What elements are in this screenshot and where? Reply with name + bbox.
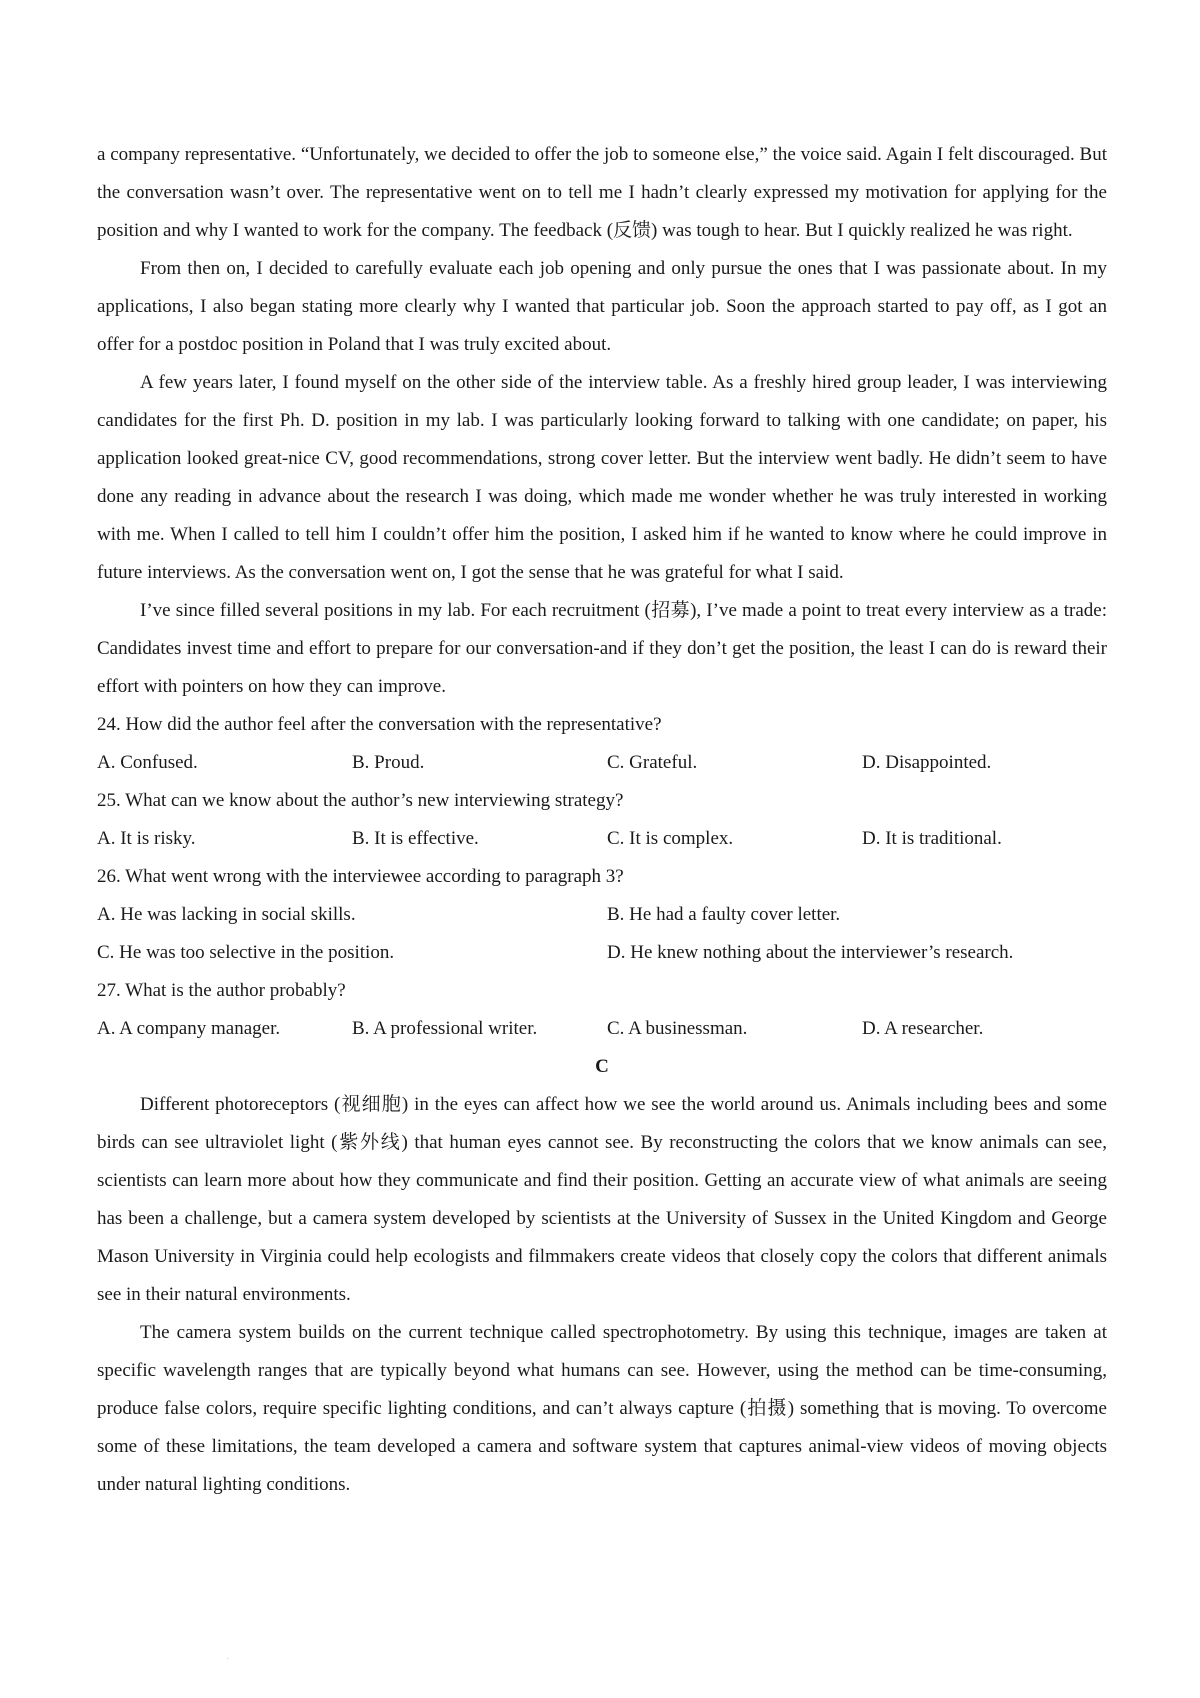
scan-speck: ·: [226, 1654, 230, 1665]
option-a: A. A company manager.: [97, 1018, 281, 1039]
question-stem: 25. What can we know about the author’s new interviewing strategy?: [97, 790, 624, 811]
question-27: [97, 972, 1107, 1048]
question-26: [97, 858, 1107, 972]
option-d: D. He knew nothing about the interviewer’s research.: [607, 942, 1014, 963]
question-options: [97, 744, 1107, 782]
option-a: A. Confused.: [97, 752, 198, 773]
option-b: B. He had a faulty cover letter.: [607, 904, 841, 925]
question-25: [97, 782, 1107, 858]
question-stem: 26. What went wrong with the interviewee according to paragraph 3?: [97, 866, 624, 887]
option-c: C. It is complex.: [607, 828, 734, 849]
passage-b-paragraph-1: a company representative. “Unfortunately, we decided to offer the job to someone else,” the voice said. Again I felt discouraged. But the conversation wasn’t over. The representative went on to tell me I hadn’t clearly expressed my motivation for applying for the position and why I wanted to work for the company. The feedback (反馈) was tough to hear. But I quickly realized he was right.: [97, 144, 1107, 241]
option-b: B. A professional writer.: [352, 1018, 538, 1039]
passage-b-paragraph-2: From then on, I decided to carefully evaluate each job opening and only pursue the ones that I was passionate about. In my applications, I also began stating more clearly why I wanted that particular job. Soon the approach started to pay off, as I got an offer for a postdoc position in Poland that I was truly excited about.: [97, 258, 1107, 355]
question-options: [97, 1010, 1107, 1048]
question-options: [97, 896, 1107, 972]
question-options: [97, 820, 1107, 858]
option-b: B. It is effective.: [352, 828, 479, 849]
section-heading-c: C: [595, 1056, 609, 1077]
question-stem: 27. What is the author probably?: [97, 980, 346, 1001]
option-d: D. Disappointed.: [862, 752, 992, 773]
passage-c-paragraph-1: Different photoreceptors (视细胞) in the eyes can affect how we see the world around us. Animals including bees and some birds can see ultraviolet light (紫外线) that human eyes cannot see. By reconstructing the colors that we know animals can see, scientists can learn more about how they communicate and find their position. Getting an accurate view of what animals are seeing has been a challenge, but a camera system developed by scientists at the University of Sussex in the United Kingdom and George Mason University in Virginia could help ecologists and filmmakers create videos that closely copy the colors that different animals see in their natural environments.: [97, 1094, 1107, 1305]
document-page: [97, 136, 1107, 1504]
question-24: [97, 706, 1107, 782]
option-d: D. It is traditional.: [862, 828, 1002, 849]
option-d: D. A researcher.: [862, 1018, 984, 1039]
passage-b-paragraph-3: A few years later, I found myself on the other side of the interview table. As a freshly hired group leader, I was interviewing candidates for the first Ph. D. position in my lab. I was particularly looking forward to talking with one candidate; on paper, his application looked great-nice CV, good recommendations, strong cover letter. But the interview went badly. He didn’t seem to have done any reading in advance about the research I was doing, which made me wonder whether he was truly interested in working with me. When I called to tell him I couldn’t offer him the position, I asked him if he wanted to know where he could improve in future interviews. As the conversation went on, I got the sense that he was grateful for what I said.: [97, 372, 1107, 583]
option-c: C. A businessman.: [607, 1018, 748, 1039]
option-c: C. He was too selective in the position.: [97, 942, 395, 963]
question-stem: 24. How did the author feel after the conversation with the representative?: [97, 714, 662, 735]
option-c: C. Grateful.: [607, 752, 698, 773]
option-a: A. It is risky.: [97, 828, 196, 849]
passage-b-paragraph-4: I’ve since filled several positions in my lab. For each recruitment (招募), I’ve made a point to treat every interview as a trade: Candidates invest time and effort to prepare for our conversation-and if they don’t get the position, the least I can do is reward their effort with pointers on how they can improve.: [97, 600, 1107, 697]
passage-c-paragraph-2: The camera system builds on the current technique called spectrophotometry. By using this technique, images are taken at specific wavelength ranges that are typically beyond what humans can see. However, using the method can be time-consuming, produce false colors, require specific lighting conditions, and can’t always capture (拍摄) something that is moving. To overcome some of these limitations, the team developed a camera and software system that captures animal-view videos of moving objects under natural lighting conditions.: [97, 1322, 1107, 1495]
option-b: B. Proud.: [352, 752, 425, 773]
option-a: A. He was lacking in social skills.: [97, 904, 356, 925]
